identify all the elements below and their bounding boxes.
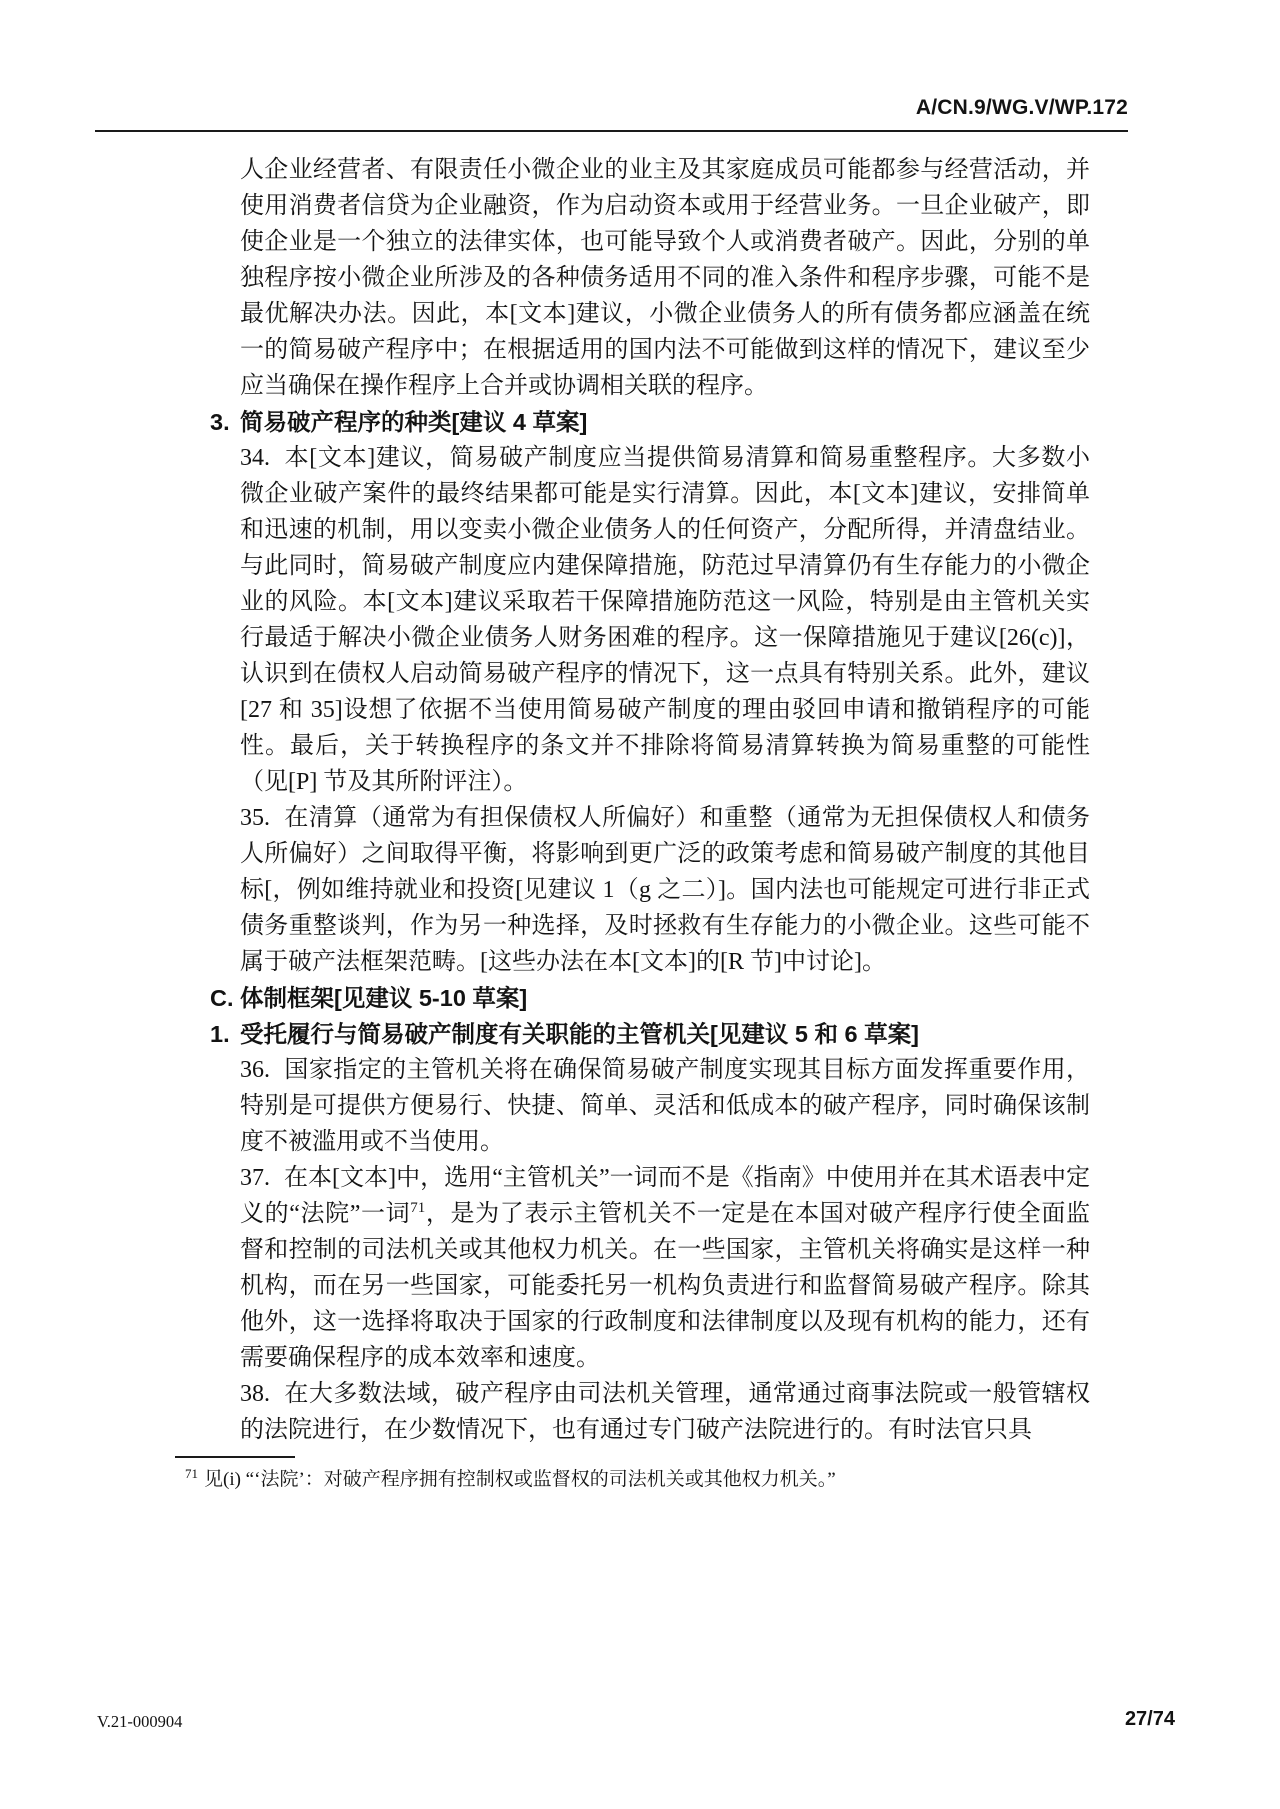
paragraph-text: 国家指定的主管机关将在确保简易破产制度实现其目标方面发挥重要作用，特别是可提供方便易行、快捷、简单、灵活和低成本的破产程序，同时确保该制度不被滥用或不当使用。	[240, 1057, 1090, 1155]
footnote-marker: 71	[185, 1465, 198, 1481]
paragraph-38	[240, 1376, 1090, 1448]
paragraph-number: 38.	[240, 1381, 270, 1407]
footnote-reference-71: 71	[410, 1200, 426, 1216]
heading-number: 1.	[210, 1021, 230, 1047]
heading-title: 受托履行与简易破产制度有关职能的主管机关[见建议 5 和 6 草案]	[240, 1021, 919, 1047]
footer-page-number: 27/74	[1124, 1708, 1175, 1730]
paragraph-continuation	[240, 152, 1090, 404]
paragraph-37	[240, 1160, 1090, 1376]
section-heading-3	[210, 404, 1090, 440]
paragraph-text: 在本[文本]中，选用“主管机关”一词而不是《指南》中使用并在其术语表中定义的“法院”一词	[240, 1165, 1090, 1227]
header-divider	[95, 130, 1128, 132]
heading-number: C.	[210, 985, 234, 1011]
paragraph-34	[240, 440, 1090, 800]
footer-job-number: V.21-000904	[97, 1712, 183, 1731]
paragraph-text: 人企业经营者、有限责任小微企业的业主及其家庭成员可能都参与经营活动，并使用消费者信贷为企业融资，作为启动资本或用于经营业务。一旦企业破产，即使企业是一个独立的法律实体，也可能导致个人或消费者破产。因此，分别的单独程序按小微企业所涉及的各种债务适用不同的准入条件和程序步骤，可能不是最优解决办法。因此，本[文本]建议，小微企业债务人的所有债务都应涵盖在统一的简易破产程序中；在根据适用的国内法不可能做到这样的情况下，建议至少应当确保在操作程序上合并或协调相关联的程序。	[240, 157, 1090, 399]
paragraph-number: 34.	[240, 445, 270, 471]
footnote-71	[185, 1466, 1090, 1493]
section-heading-C1	[210, 1016, 1090, 1052]
heading-number: 3.	[210, 409, 230, 435]
paragraph-text: 在清算（通常为有担保债权人所偏好）和重整（通常为无担保债权人和债务人所偏好）之间取得平衡，将影响到更广泛的政策考虑和简易破产制度的其他目标[，例如维持就业和投资[见建议 1（g 之二）]。国内法也可能规定可进行非正式债务重整谈判，作为另一种选择，及时拯救有生存能力的小微企业。这些可能不属于破产法框架范畴。[这些办法在本[文本]的[R 节]中讨论]。	[240, 805, 1090, 975]
heading-title: 体制框架[见建议 5-10 草案]	[240, 985, 528, 1011]
footnote-text: 见(i) “‘法院’：对破产程序拥有控制权或监督权的司法机关或其他权力机关。”	[204, 1469, 836, 1490]
paragraph-number: 36.	[240, 1057, 270, 1083]
footnote-divider	[175, 1456, 295, 1458]
paragraph-36	[240, 1052, 1090, 1160]
paragraph-text: 在大多数法域，破产程序由司法机关管理，通常通过商事法院或一般管辖权的法院进行，在少数情况下，也有通过专门破产法院进行的。有时法官只具	[240, 1381, 1090, 1443]
paragraph-text: ，是为了表示主管机关不一定是在本国对破产程序行使全面监督和控制的司法机关或其他权力机关。在一些国家，主管机关将确实是这样一种机构，而在另一些国家，可能委托另一机构负责进行和监督简易破产程序。除其他外，这一选择将取决于国家的行政制度和法律制度以及现有机构的能力，还有需要确保程序的成本效率和速度。	[240, 1201, 1090, 1371]
heading-title: 简易破产程序的种类[建议 4 草案]	[240, 409, 588, 435]
document-symbol: A/CN.9/WG.V/WP.172	[915, 96, 1128, 119]
paragraph-number: 37.	[240, 1165, 270, 1191]
paragraph-text: 本[文本]建议，简易破产制度应当提供简易清算和简易重整程序。大多数小微企业破产案件的最终结果都可能是实行清算。因此，本[文本]建议，安排简单和迅速的机制，用以变卖小微企业债务人的任何资产，分配所得，并清盘结业。与此同时，简易破产制度应内建保障措施，防范过早清算仍有生存能力的小微企业的风险。本[文本]建议采取若干保障措施防范这一风险，特别是由主管机关实行最适于解决小微企业债务人财务困难的程序。这一保障措施见于建议[26(c)]，认识到在债权人启动简易破产程序的情况下，这一点具有特别关系。此外，建议[27 和 35]设想了依据不当使用简易破产制度的理由驳回申请和撤销程序的可能性。最后，关于转换程序的条文并不排除将简易清算转换为简易重整的可能性（见[P] 节及其所附评注）。	[240, 445, 1090, 795]
section-heading-C	[210, 980, 1090, 1016]
paragraph-35	[240, 800, 1090, 980]
document-body	[185, 152, 1090, 1493]
paragraph-number: 35.	[240, 805, 270, 831]
